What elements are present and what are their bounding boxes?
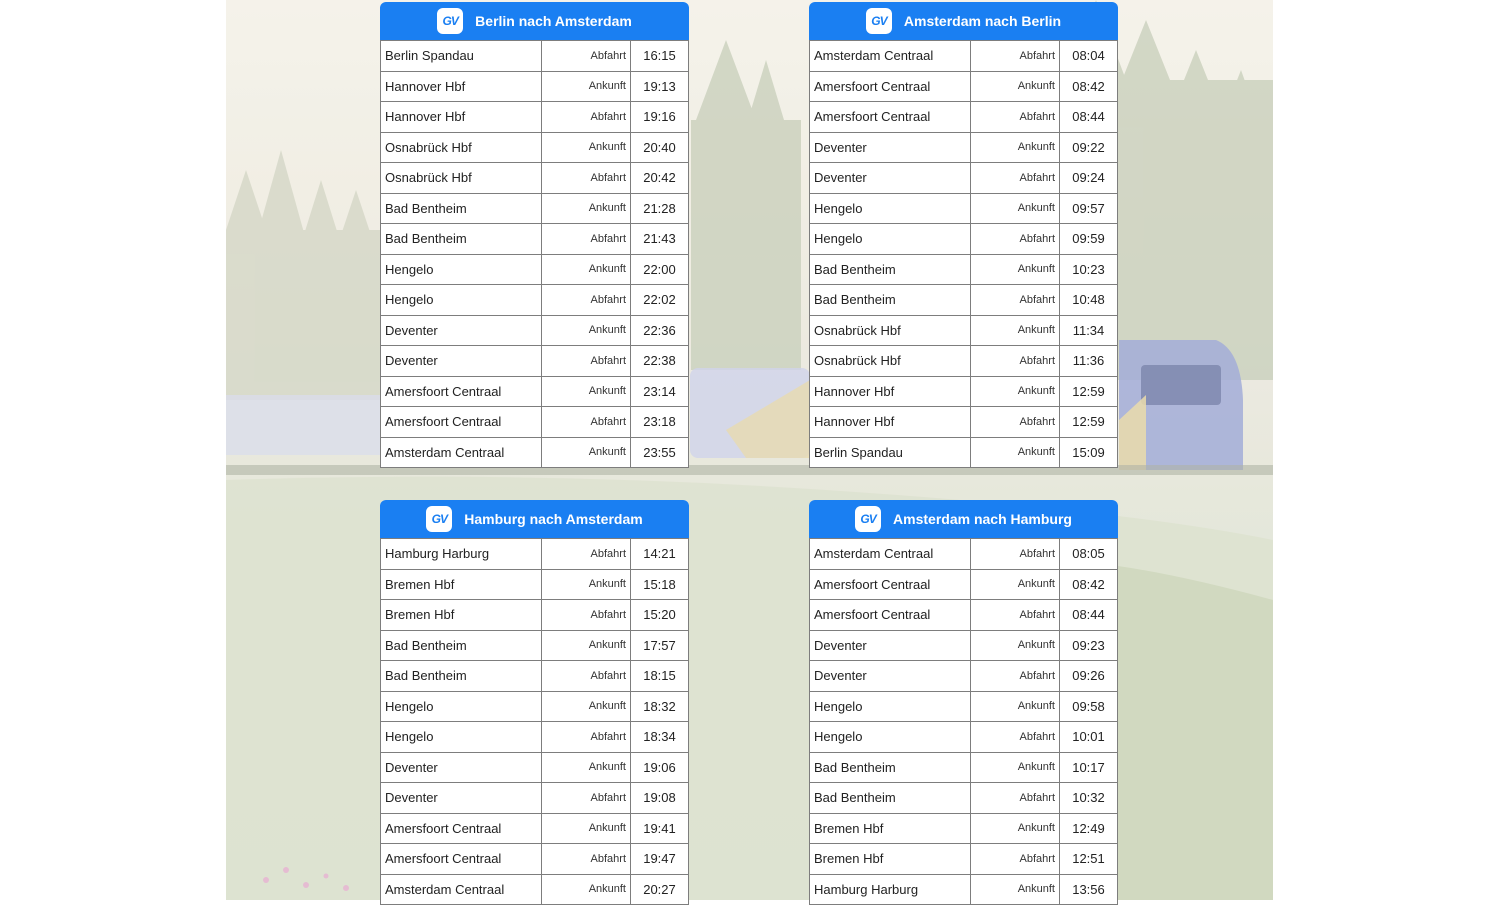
event-time: 21:43: [631, 224, 689, 255]
table-row: [810, 376, 1118, 407]
timetable-title: Hamburg nach Amsterdam: [464, 511, 643, 527]
event-type: Ankunft: [971, 813, 1060, 844]
event-type: Abfahrt: [542, 783, 631, 814]
timetable-amsterdam-hamburg: [809, 500, 1118, 905]
gv-logo-icon: GV: [437, 8, 463, 34]
event-time: 12:59: [1060, 407, 1118, 438]
station-name: Bremen Hbf: [810, 844, 971, 875]
table-row: [381, 376, 689, 407]
event-type: Abfahrt: [542, 600, 631, 631]
event-time: 22:38: [631, 346, 689, 377]
event-type: Ankunft: [542, 315, 631, 346]
event-time: 08:44: [1060, 102, 1118, 133]
event-type: Ankunft: [542, 254, 631, 285]
event-time: 14:21: [631, 539, 689, 570]
table-row: [381, 193, 689, 224]
timetable-header: [809, 2, 1118, 40]
table-row: [810, 315, 1118, 346]
event-type: Abfahrt: [971, 285, 1060, 316]
station-name: Bad Bentheim: [381, 661, 542, 692]
table-row: [810, 346, 1118, 377]
station-name: Bad Bentheim: [810, 752, 971, 783]
event-time: 19:06: [631, 752, 689, 783]
event-time: 12:51: [1060, 844, 1118, 875]
event-time: 10:17: [1060, 752, 1118, 783]
event-time: 12:59: [1060, 376, 1118, 407]
event-type: Ankunft: [971, 376, 1060, 407]
event-type: Abfahrt: [971, 539, 1060, 570]
table-row: [381, 722, 689, 753]
event-time: 09:26: [1060, 661, 1118, 692]
timetable-table: [809, 40, 1118, 468]
station-name: Bad Bentheim: [810, 254, 971, 285]
event-time: 18:15: [631, 661, 689, 692]
event-type: Abfahrt: [542, 539, 631, 570]
station-name: Amersfoort Centraal: [810, 569, 971, 600]
station-name: Bad Bentheim: [381, 193, 542, 224]
event-type: Ankunft: [542, 569, 631, 600]
station-name: Deventer: [810, 661, 971, 692]
station-name: Bad Bentheim: [381, 630, 542, 661]
table-row: [381, 71, 689, 102]
event-type: Ankunft: [542, 193, 631, 224]
event-time: 15:20: [631, 600, 689, 631]
table-row: [810, 407, 1118, 438]
station-name: Hannover Hbf: [810, 376, 971, 407]
station-name: Deventer: [381, 346, 542, 377]
event-type: Abfahrt: [542, 407, 631, 438]
table-row: [810, 691, 1118, 722]
event-time: 08:42: [1060, 71, 1118, 102]
event-type: Abfahrt: [542, 661, 631, 692]
event-time: 11:34: [1060, 315, 1118, 346]
station-name: Hengelo: [810, 224, 971, 255]
table-row: [381, 600, 689, 631]
station-name: Deventer: [381, 315, 542, 346]
event-type: Abfahrt: [971, 661, 1060, 692]
timetable-berlin-amsterdam: [380, 2, 689, 468]
station-name: Bremen Hbf: [810, 813, 971, 844]
table-row: [381, 285, 689, 316]
event-time: 10:32: [1060, 783, 1118, 814]
table-row: [810, 132, 1118, 163]
event-type: Abfahrt: [542, 224, 631, 255]
event-time: 19:41: [631, 813, 689, 844]
event-type: Abfahrt: [971, 844, 1060, 875]
station-name: Amsterdam Centraal: [810, 539, 971, 570]
event-type: Ankunft: [971, 874, 1060, 905]
event-type: Abfahrt: [971, 41, 1060, 72]
event-type: Ankunft: [971, 691, 1060, 722]
event-time: 09:24: [1060, 163, 1118, 194]
event-type: Abfahrt: [542, 41, 631, 72]
station-name: Amsterdam Centraal: [381, 874, 542, 905]
event-time: 19:47: [631, 844, 689, 875]
gv-logo-icon: GV: [426, 506, 452, 532]
station-name: Deventer: [810, 163, 971, 194]
station-name: Hengelo: [381, 722, 542, 753]
station-name: Hamburg Harburg: [381, 539, 542, 570]
station-name: Berlin Spandau: [810, 437, 971, 468]
event-time: 22:02: [631, 285, 689, 316]
timetable-table: [380, 40, 689, 468]
station-name: Hengelo: [381, 254, 542, 285]
event-time: 15:09: [1060, 437, 1118, 468]
event-type: Abfahrt: [971, 224, 1060, 255]
timetable-amsterdam-berlin: [809, 2, 1118, 468]
station-name: Hengelo: [381, 285, 542, 316]
event-time: 17:57: [631, 630, 689, 661]
station-name: Deventer: [810, 630, 971, 661]
table-row: [381, 783, 689, 814]
table-row: [810, 224, 1118, 255]
table-row: [381, 569, 689, 600]
station-name: Amersfoort Centraal: [810, 102, 971, 133]
event-time: 19:08: [631, 783, 689, 814]
table-row: [381, 539, 689, 570]
table-row: [810, 102, 1118, 133]
table-row: [381, 437, 689, 468]
station-name: Amersfoort Centraal: [381, 376, 542, 407]
station-name: Hengelo: [381, 691, 542, 722]
event-type: Ankunft: [971, 315, 1060, 346]
event-time: 22:00: [631, 254, 689, 285]
event-type: Abfahrt: [542, 102, 631, 133]
table-row: [810, 630, 1118, 661]
event-time: 21:28: [631, 193, 689, 224]
station-name: Bad Bentheim: [810, 783, 971, 814]
event-type: Ankunft: [971, 193, 1060, 224]
event-time: 19:13: [631, 71, 689, 102]
table-row: [381, 132, 689, 163]
station-name: Osnabrück Hbf: [810, 315, 971, 346]
table-row: [810, 71, 1118, 102]
timetable-table: [809, 538, 1118, 905]
station-name: Hannover Hbf: [381, 71, 542, 102]
event-time: 20:27: [631, 874, 689, 905]
station-name: Hannover Hbf: [381, 102, 542, 133]
table-row: [810, 285, 1118, 316]
event-time: 23:14: [631, 376, 689, 407]
event-type: Ankunft: [971, 630, 1060, 661]
event-type: Abfahrt: [971, 346, 1060, 377]
table-row: [381, 315, 689, 346]
table-row: [381, 752, 689, 783]
timetable-title: Amsterdam nach Berlin: [903, 13, 1062, 29]
event-time: 16:15: [631, 41, 689, 72]
table-row: [810, 813, 1118, 844]
station-name: Amersfoort Centraal: [810, 71, 971, 102]
event-time: 10:01: [1060, 722, 1118, 753]
event-type: Abfahrt: [971, 600, 1060, 631]
table-row: [810, 569, 1118, 600]
station-name: Hengelo: [810, 722, 971, 753]
station-name: Hannover Hbf: [810, 407, 971, 438]
station-name: Deventer: [810, 132, 971, 163]
station-name: Osnabrück Hbf: [381, 132, 542, 163]
table-row: [810, 163, 1118, 194]
table-row: [810, 600, 1118, 631]
event-time: 12:49: [1060, 813, 1118, 844]
timetable-header: [380, 500, 689, 538]
event-time: 19:16: [631, 102, 689, 133]
event-type: Ankunft: [971, 254, 1060, 285]
table-row: [810, 41, 1118, 72]
event-type: Abfahrt: [542, 285, 631, 316]
table-row: [381, 346, 689, 377]
station-name: Deventer: [381, 752, 542, 783]
event-type: Abfahrt: [542, 844, 631, 875]
event-type: Ankunft: [542, 437, 631, 468]
gv-logo-icon: GV: [866, 8, 892, 34]
event-time: 09:22: [1060, 132, 1118, 163]
station-name: Amersfoort Centraal: [381, 813, 542, 844]
event-type: Ankunft: [542, 813, 631, 844]
event-time: 13:56: [1060, 874, 1118, 905]
station-name: Amersfoort Centraal: [381, 407, 542, 438]
event-time: 10:48: [1060, 285, 1118, 316]
event-type: Ankunft: [971, 437, 1060, 468]
table-row: [381, 661, 689, 692]
event-type: Abfahrt: [971, 783, 1060, 814]
event-time: 15:18: [631, 569, 689, 600]
station-name: Bad Bentheim: [810, 285, 971, 316]
event-type: Abfahrt: [971, 102, 1060, 133]
table-row: [381, 102, 689, 133]
event-type: Abfahrt: [971, 407, 1060, 438]
event-type: Ankunft: [971, 752, 1060, 783]
table-row: [810, 254, 1118, 285]
timetable-header: [809, 500, 1118, 538]
table-row: [810, 844, 1118, 875]
event-time: 08:05: [1060, 539, 1118, 570]
event-type: Ankunft: [542, 132, 631, 163]
timetable-hamburg-amsterdam: [380, 500, 689, 905]
station-name: Bremen Hbf: [381, 600, 542, 631]
station-name: Osnabrück Hbf: [381, 163, 542, 194]
table-row: [381, 163, 689, 194]
station-name: Hengelo: [810, 691, 971, 722]
table-row: [810, 752, 1118, 783]
event-type: Ankunft: [542, 874, 631, 905]
event-type: Ankunft: [542, 691, 631, 722]
table-row: [381, 630, 689, 661]
table-row: [381, 407, 689, 438]
table-row: [810, 193, 1118, 224]
event-type: Ankunft: [971, 569, 1060, 600]
timetable-title: Amsterdam nach Hamburg: [893, 511, 1072, 527]
event-time: 08:44: [1060, 600, 1118, 631]
event-time: 08:04: [1060, 41, 1118, 72]
event-time: 09:59: [1060, 224, 1118, 255]
event-type: Abfahrt: [542, 163, 631, 194]
event-type: Ankunft: [542, 376, 631, 407]
event-time: 20:40: [631, 132, 689, 163]
timetable-title: Berlin nach Amsterdam: [475, 13, 632, 29]
timetable-table: [380, 538, 689, 905]
table-row: [381, 691, 689, 722]
station-name: Amsterdam Centraal: [381, 437, 542, 468]
event-time: 18:34: [631, 722, 689, 753]
event-type: Abfahrt: [971, 163, 1060, 194]
event-time: 09:57: [1060, 193, 1118, 224]
table-row: [381, 224, 689, 255]
event-time: 18:32: [631, 691, 689, 722]
table-row: [381, 844, 689, 875]
event-type: Ankunft: [971, 132, 1060, 163]
station-name: Bad Bentheim: [381, 224, 542, 255]
station-name: Hamburg Harburg: [810, 874, 971, 905]
event-time: 22:36: [631, 315, 689, 346]
event-type: Ankunft: [542, 630, 631, 661]
event-type: Ankunft: [542, 752, 631, 783]
event-type: Ankunft: [542, 71, 631, 102]
event-time: 10:23: [1060, 254, 1118, 285]
station-name: Hengelo: [810, 193, 971, 224]
event-time: 20:42: [631, 163, 689, 194]
timetable-header: [380, 2, 689, 40]
event-time: 11:36: [1060, 346, 1118, 377]
station-name: Amersfoort Centraal: [810, 600, 971, 631]
station-name: Bremen Hbf: [381, 569, 542, 600]
event-type: Abfahrt: [542, 722, 631, 753]
gv-logo-icon: GV: [855, 506, 881, 532]
event-type: Abfahrt: [971, 722, 1060, 753]
table-row: [810, 539, 1118, 570]
table-row: [810, 661, 1118, 692]
station-name: Deventer: [381, 783, 542, 814]
event-time: 09:58: [1060, 691, 1118, 722]
event-time: 23:55: [631, 437, 689, 468]
station-name: Berlin Spandau: [381, 41, 542, 72]
station-name: Amersfoort Centraal: [381, 844, 542, 875]
event-type: Ankunft: [971, 71, 1060, 102]
event-time: 09:23: [1060, 630, 1118, 661]
table-row: [810, 783, 1118, 814]
table-row: [381, 41, 689, 72]
event-time: 23:18: [631, 407, 689, 438]
event-type: Abfahrt: [542, 346, 631, 377]
station-name: Osnabrück Hbf: [810, 346, 971, 377]
table-row: [810, 437, 1118, 468]
table-row: [381, 813, 689, 844]
table-row: [810, 722, 1118, 753]
event-time: 08:42: [1060, 569, 1118, 600]
table-row: [381, 254, 689, 285]
station-name: Amsterdam Centraal: [810, 41, 971, 72]
